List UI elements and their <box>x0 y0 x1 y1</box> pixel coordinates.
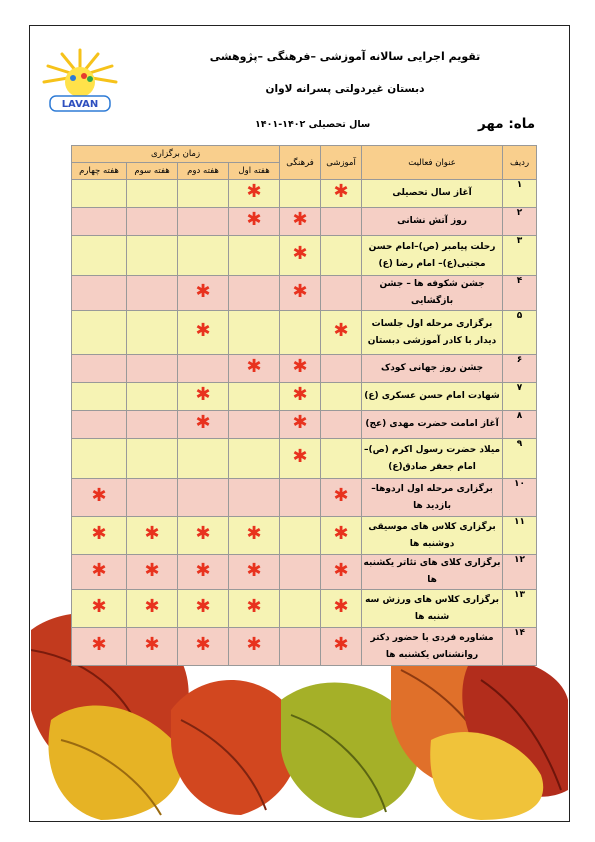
week-1-mark-cell <box>229 439 280 479</box>
activity-title: روز آتش نشانی <box>362 208 503 236</box>
educational-mark-cell <box>321 628 362 666</box>
week-4-mark-cell <box>72 517 127 555</box>
week-1-mark-cell <box>229 236 280 276</box>
cultural-mark-cell <box>280 236 321 276</box>
table-row <box>72 555 537 590</box>
week-1-mark-cell <box>229 311 280 355</box>
week-3-mark-cell <box>127 411 178 439</box>
educational-mark-cell <box>321 276 362 311</box>
week-4-mark-cell <box>72 180 127 208</box>
week-4-mark-cell <box>72 311 127 355</box>
week-1-mark-cell <box>229 411 280 439</box>
cultural-mark-cell <box>280 276 321 311</box>
logo-text: LAVAN <box>61 99 99 110</box>
asterisk-icon: ✱ <box>144 634 160 655</box>
week-2-mark-cell <box>178 311 229 355</box>
asterisk-icon: ✱ <box>91 559 107 581</box>
week-3-mark-cell <box>127 590 178 628</box>
activity-title: برگزاری مرحله اول جلسات دیدار با کادر آموزشی دبستان <box>362 311 503 355</box>
educational-mark-cell <box>321 590 362 628</box>
week-4-mark-cell <box>72 590 127 628</box>
row-number: ۵ <box>503 311 537 355</box>
row-number: ۷ <box>503 383 537 411</box>
week-2-mark-cell <box>178 555 229 590</box>
school-logo <box>40 46 120 116</box>
asterisk-icon: ✱ <box>292 412 308 433</box>
header-cultural: فرهنگی <box>280 146 321 180</box>
row-number: ۹ <box>503 439 537 479</box>
table-row <box>72 517 537 555</box>
asterisk-icon: ✱ <box>195 412 211 433</box>
asterisk-icon: ✱ <box>195 634 211 655</box>
document-title: تقویم اجرایی سالانه آموزشی –فرهنگی –پژوهشی <box>209 50 481 63</box>
educational-mark-cell <box>321 479 362 517</box>
asterisk-icon: ✱ <box>91 634 107 655</box>
activity-title: برگزاری کلاس های موسیقی دوشنبه ها <box>362 517 503 555</box>
header-week-3: هفته سوم <box>127 163 178 180</box>
week-1-mark-cell <box>229 383 280 411</box>
week-3-mark-cell <box>127 208 178 236</box>
row-number: ۱۱ <box>503 517 537 555</box>
row-number: ۱۰ <box>503 479 537 517</box>
cultural-mark-cell <box>280 311 321 355</box>
week-1-mark-cell <box>229 517 280 555</box>
asterisk-icon: ✱ <box>292 243 308 264</box>
week-2-mark-cell <box>178 479 229 517</box>
week-2-mark-cell <box>178 517 229 555</box>
asterisk-icon: ✱ <box>333 596 349 617</box>
table-row <box>72 590 537 628</box>
asterisk-icon: ✱ <box>333 523 349 544</box>
asterisk-icon: ✱ <box>333 634 349 655</box>
educational-mark-cell <box>321 236 362 276</box>
header-schedule: زمان برگزاری <box>72 146 280 163</box>
asterisk-icon: ✱ <box>246 181 262 202</box>
week-4-mark-cell <box>72 479 127 517</box>
week-4-mark-cell <box>72 628 127 666</box>
week-1-mark-cell <box>229 180 280 208</box>
header-week-2: هفته دوم <box>178 163 229 180</box>
week-3-mark-cell <box>127 311 178 355</box>
cultural-mark-cell <box>280 355 321 383</box>
row-number: ۱۳ <box>503 590 537 628</box>
asterisk-icon: ✱ <box>246 356 262 377</box>
row-number: ۱۲ <box>503 555 537 590</box>
week-4-mark-cell <box>72 355 127 383</box>
week-1-mark-cell <box>229 208 280 236</box>
cultural-mark-cell <box>280 590 321 628</box>
asterisk-icon: ✱ <box>246 523 262 544</box>
week-4-mark-cell <box>72 208 127 236</box>
asterisk-icon: ✱ <box>91 596 107 617</box>
asterisk-icon: ✱ <box>195 596 211 617</box>
asterisk-icon: ✱ <box>333 181 349 202</box>
activity-title: رحلت پیامبر (ص)–امام حسن مجتبی(ع)– امام رضا (ع) <box>362 236 503 276</box>
week-2-mark-cell <box>178 180 229 208</box>
cultural-mark-cell <box>280 439 321 479</box>
educational-mark-cell <box>321 439 362 479</box>
week-2-mark-cell <box>178 439 229 479</box>
leaf-center-red <box>171 680 299 815</box>
educational-mark-cell <box>321 180 362 208</box>
week-3-mark-cell <box>127 479 178 517</box>
row-number: ۱ <box>503 180 537 208</box>
educational-mark-cell <box>321 517 362 555</box>
asterisk-icon: ✱ <box>195 280 211 302</box>
asterisk-icon: ✱ <box>144 523 160 544</box>
cultural-mark-cell <box>280 180 321 208</box>
week-1-mark-cell <box>229 628 280 666</box>
asterisk-icon: ✱ <box>91 523 107 544</box>
row-number: ۸ <box>503 411 537 439</box>
cultural-mark-cell <box>280 555 321 590</box>
row-number: ۴ <box>503 276 537 311</box>
activity-title: جشن شکوفه ها – جشن بازگشایی <box>362 276 503 311</box>
educational-mark-cell <box>321 383 362 411</box>
week-3-mark-cell <box>127 180 178 208</box>
week-2-mark-cell <box>178 276 229 311</box>
asterisk-icon: ✱ <box>292 356 308 377</box>
week-2-mark-cell <box>178 628 229 666</box>
week-2-mark-cell <box>178 355 229 383</box>
week-2-mark-cell <box>178 236 229 276</box>
cultural-mark-cell <box>280 517 321 555</box>
month-label: ماه: مهر <box>478 116 536 132</box>
week-2-mark-cell <box>178 383 229 411</box>
week-1-mark-cell <box>229 355 280 383</box>
asterisk-icon: ✱ <box>195 384 211 405</box>
cultural-mark-cell <box>280 208 321 236</box>
week-4-mark-cell <box>72 276 127 311</box>
week-1-mark-cell <box>229 276 280 311</box>
asterisk-icon: ✱ <box>246 634 262 655</box>
header-week-1: هفته اول <box>229 163 280 180</box>
educational-mark-cell <box>321 208 362 236</box>
table-row <box>72 236 537 276</box>
week-2-mark-cell <box>178 208 229 236</box>
activity-title: برگزاری مرحله اول اردوها– بازدید ها <box>362 479 503 517</box>
activity-title: برگزاری کلای های تئاتر یکشنبه ها <box>362 555 503 590</box>
activity-title: آغاز سال تحصیلی <box>362 180 503 208</box>
asterisk-icon: ✱ <box>292 446 308 467</box>
educational-mark-cell <box>321 555 362 590</box>
header-educational: آموزشی <box>321 146 362 180</box>
school-name: دبستان غیردولتی پسرانه لاوان <box>265 83 425 95</box>
week-4-mark-cell <box>72 555 127 590</box>
week-2-mark-cell <box>178 590 229 628</box>
asterisk-icon: ✱ <box>195 320 211 341</box>
week-1-mark-cell <box>229 555 280 590</box>
cultural-mark-cell <box>280 383 321 411</box>
table-row <box>72 439 537 479</box>
week-3-mark-cell <box>127 439 178 479</box>
activity-title: برگزاری کلاس های ورزش سه شنبه ها <box>362 590 503 628</box>
table-row <box>72 479 537 517</box>
asterisk-icon: ✱ <box>195 523 211 544</box>
educational-mark-cell <box>321 355 362 383</box>
header-week-4: هفته چهارم <box>72 163 127 180</box>
activity-title: میلاد حضرت رسول اکرم (ص)– امام جعفر صادق(ع) <box>362 439 503 479</box>
table-row <box>72 208 537 236</box>
row-number: ۶ <box>503 355 537 383</box>
week-2-mark-cell <box>178 411 229 439</box>
asterisk-icon: ✱ <box>292 280 308 302</box>
week-4-mark-cell <box>72 411 127 439</box>
asterisk-icon: ✱ <box>333 485 349 506</box>
week-3-mark-cell <box>127 383 178 411</box>
week-1-mark-cell <box>229 479 280 517</box>
week-4-mark-cell <box>72 236 127 276</box>
row-number: ۱۴ <box>503 628 537 666</box>
table-row <box>72 311 537 355</box>
table-row <box>72 383 537 411</box>
asterisk-icon: ✱ <box>144 596 160 617</box>
asterisk-icon: ✱ <box>292 209 308 230</box>
asterisk-icon: ✱ <box>333 320 349 341</box>
week-3-mark-cell <box>127 236 178 276</box>
cultural-mark-cell <box>280 628 321 666</box>
activity-title: آغاز امامت حضرت مهدی (عج) <box>362 411 503 439</box>
week-3-mark-cell <box>127 555 178 590</box>
activity-title: جشن روز جهانی کودک <box>362 355 503 383</box>
asterisk-icon: ✱ <box>91 485 107 506</box>
cultural-mark-cell <box>280 479 321 517</box>
table-row <box>72 180 537 208</box>
week-3-mark-cell <box>127 517 178 555</box>
educational-mark-cell <box>321 311 362 355</box>
cultural-mark-cell <box>280 411 321 439</box>
table-row <box>72 628 537 666</box>
asterisk-icon: ✱ <box>195 559 211 581</box>
table-row <box>72 411 537 439</box>
asterisk-icon: ✱ <box>246 596 262 617</box>
header-row-number: ردیف <box>503 146 537 180</box>
activity-title: شهادت امام حسن عسکری (ع) <box>362 383 503 411</box>
activity-title: مشاوره فردی با حضور دکتر روانشناس یکشنبه ها <box>362 628 503 666</box>
week-3-mark-cell <box>127 628 178 666</box>
week-3-mark-cell <box>127 355 178 383</box>
week-4-mark-cell <box>72 383 127 411</box>
asterisk-icon: ✱ <box>292 384 308 405</box>
asterisk-icon: ✱ <box>144 559 160 581</box>
asterisk-icon: ✱ <box>246 209 262 230</box>
asterisk-icon: ✱ <box>246 559 262 581</box>
row-number: ۳ <box>503 236 537 276</box>
academic-year: سال تحصیلی ۱۴۰۲-۱۴۰۱ <box>255 119 371 130</box>
header-activity-title: عنوان فعالیت <box>362 146 503 180</box>
asterisk-icon: ✱ <box>333 559 349 581</box>
table-row <box>72 276 537 311</box>
row-number: ۲ <box>503 208 537 236</box>
activity-calendar-table <box>71 145 537 666</box>
week-3-mark-cell <box>127 276 178 311</box>
week-1-mark-cell <box>229 590 280 628</box>
week-4-mark-cell <box>72 439 127 479</box>
educational-mark-cell <box>321 411 362 439</box>
table-row <box>72 355 537 383</box>
